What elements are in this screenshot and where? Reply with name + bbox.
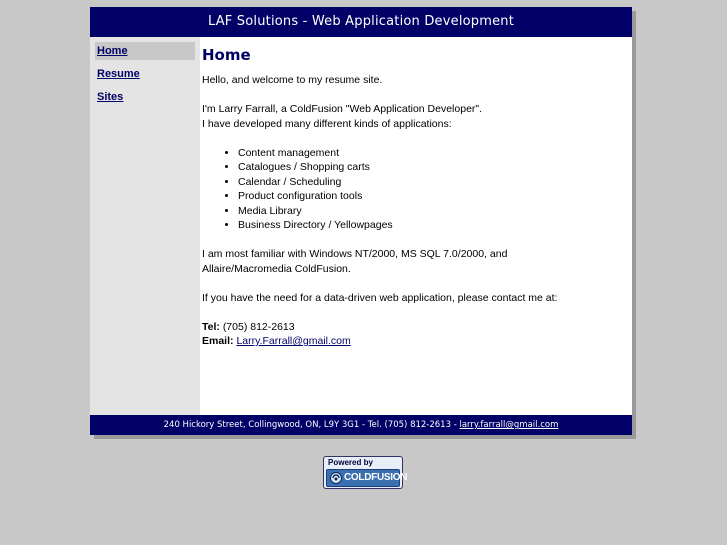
- tel-label: Tel:: [202, 320, 220, 333]
- coldfusion-logo-bar: [326, 469, 408, 487]
- footer-address: 240 Hickory Street, Collingwood, ON, L9Y 3G1 - Tel. (705) 812-2613 -: [163, 420, 457, 430]
- applications-list: [202, 146, 622, 233]
- intro-paragraph: [202, 102, 622, 131]
- page-frame: [90, 7, 632, 435]
- nav-item-sites[interactable]: Sites: [97, 91, 124, 103]
- site-title: LAF Solutions - Web Application Development: [207, 14, 515, 29]
- welcome-text: Hello, and welcome to my resume site.: [202, 74, 383, 86]
- contact-prompt: If you have the need for a data-driven web application, please contact me at:: [202, 291, 558, 304]
- intro-line-1: I'm Larry Farrall, a ColdFusion "Web Application Developer".: [202, 103, 483, 115]
- familiar-paragraph: [202, 247, 622, 276]
- familiar-line-1: I am most familiar with Windows NT/2000, MS SQL 7.0/2000, and: [202, 248, 508, 260]
- powered-by-coldfusion-badge[interactable]: [323, 456, 408, 489]
- list-item: • Content management: [238, 146, 622, 161]
- list-item: • Product configuration tools: [238, 189, 622, 204]
- site-header: [90, 7, 632, 37]
- footer-email-link[interactable]: larry.farrall@gmail.com: [459, 420, 559, 430]
- site-footer: [90, 415, 632, 435]
- email-link[interactable]: Larry.Farrall@gmail.com: [236, 335, 351, 347]
- main-content: [202, 45, 622, 363]
- email-label: Email:: [202, 335, 234, 347]
- nav-item-home[interactable]: Home: [95, 42, 195, 60]
- coldfusion-wordmark: COLDFUSION: [344, 472, 408, 483]
- contact-details: [202, 320, 622, 349]
- list-item: • Media Library: [238, 204, 622, 219]
- nav-item-resume[interactable]: Resume: [97, 68, 140, 80]
- list-item: • Catalogues / Shopping carts: [238, 160, 622, 175]
- powered-by-label: Powered by: [328, 458, 373, 467]
- familiar-line-2: Allaire/Macromedia ColdFusion.: [202, 262, 351, 275]
- list-item: • Business Directory / Yellowpages: [238, 218, 622, 233]
- intro-line-2: I have developed many different kinds of applications:: [202, 117, 452, 130]
- coldfusion-logo-icon: [330, 472, 342, 484]
- sidebar-nav: [90, 37, 200, 415]
- page-title: Home: [202, 46, 251, 64]
- list-item: • Calendar / Scheduling: [238, 175, 622, 190]
- tel-value: (705) 812-2613: [222, 320, 295, 333]
